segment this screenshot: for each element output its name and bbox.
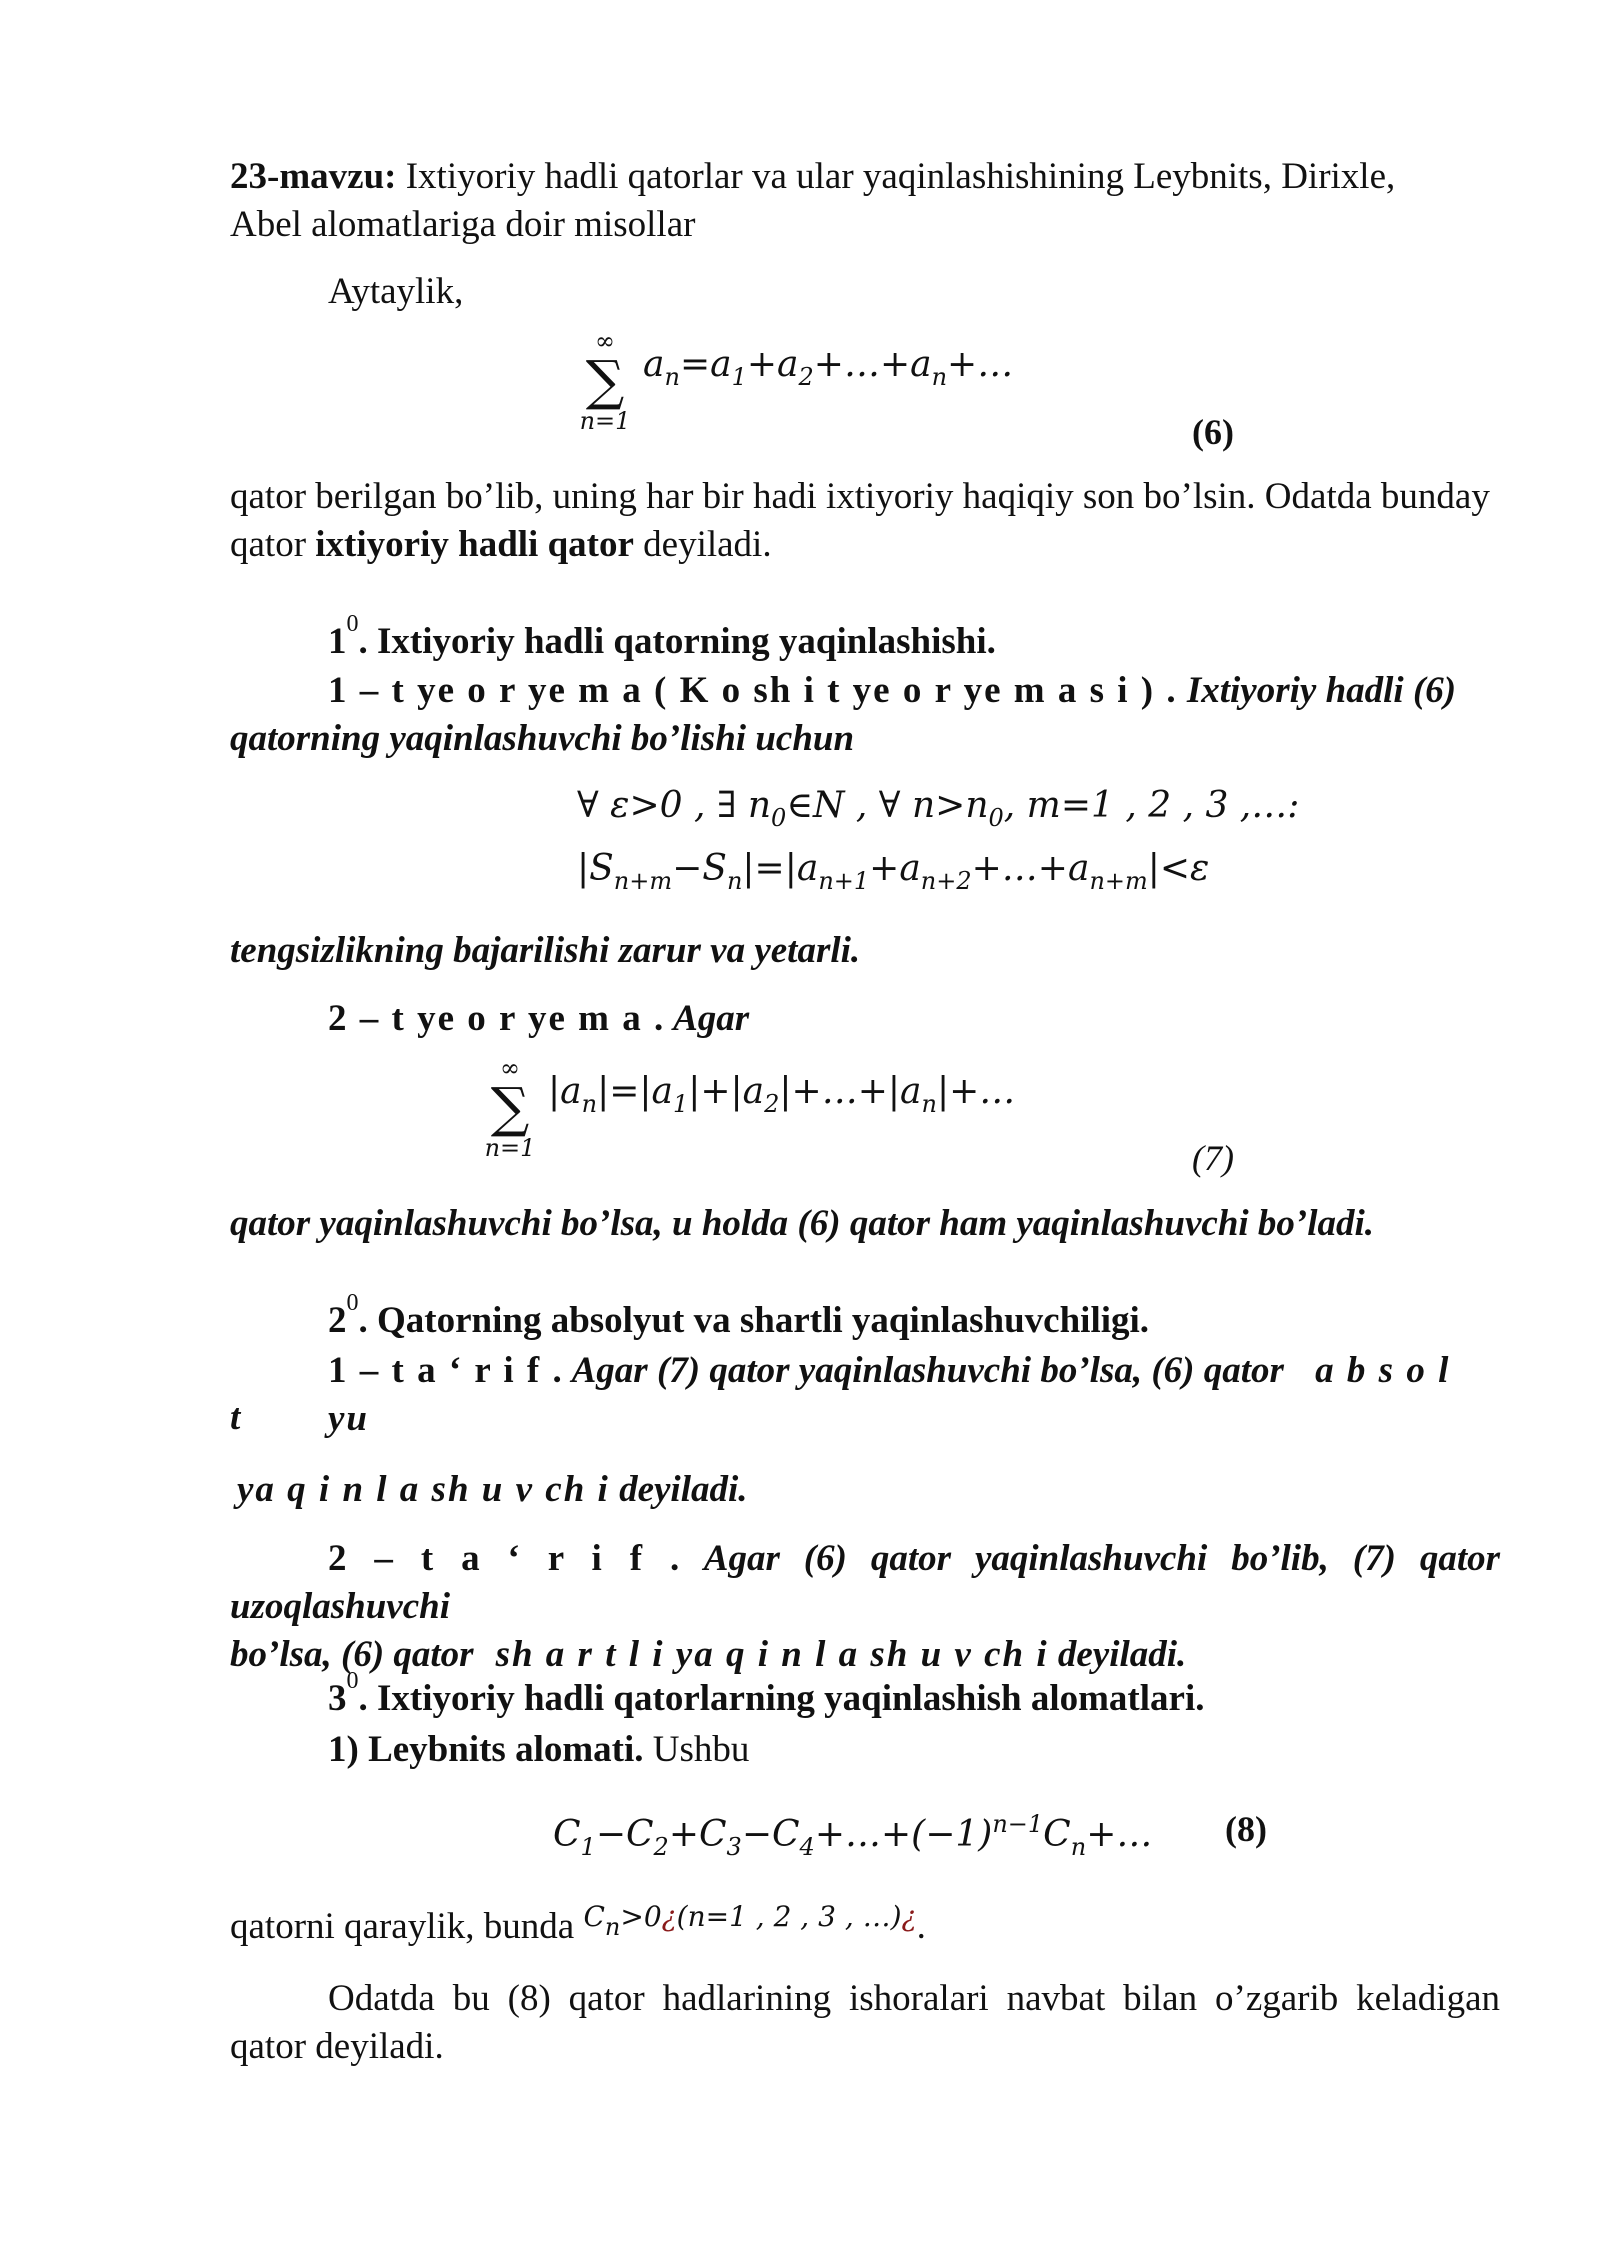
term-arbitrary-series: ixtiyoriy hadli qator	[315, 524, 634, 565]
equation-number-8: (8)	[1225, 1809, 1267, 1849]
cauchy-inequality: $|S_{n+m}-S_n|=|a_{n+1}+a_{n+2}+\dots+a_{n+m}|<\varepsilon$	[577, 848, 1210, 895]
topic-label: 23-mavzu:	[230, 156, 397, 197]
sum-lower-limit: n=1	[579, 407, 631, 435]
equation-number-6: (6)	[1192, 412, 1234, 452]
definition-1-overflow: t	[230, 1397, 241, 1438]
theorem-2: 2 – t ye o r ye m a . Agar	[328, 998, 750, 1039]
topic-heading	[230, 153, 1500, 249]
sigma-symbol: ∑	[490, 1076, 530, 1139]
definition-1-line3: ya q i n l a sh u v ch i deyiladi.	[237, 1469, 748, 1510]
theorem-1-conclusion: tengsizlikning bajarilishi zarur va yetarli.	[230, 930, 861, 971]
sigma-symbol: ∑	[585, 349, 625, 412]
topic-text: Ixtiyoriy hadli qatorlar va ular yaqinlashishining Leybnits, Dirixle,	[405, 156, 1396, 197]
sum-lower-limit: n=1	[484, 1134, 536, 1162]
cauchy-quantifiers: ∀ ε>0 , ∃ $n_0\in N$ , ∀ $n>n_0$, m=1 , 2 , 3 ,…:	[577, 785, 1300, 832]
paragraph-condition: qatorni qaraylik, bunda $^{Cn>0¿(n=1 , 2 , 3 , \dots)¿}$.	[230, 1900, 926, 1947]
section-2-heading: $2^0$. Qatorning absolyut va shartli yaqinlashuvchiligi.	[328, 1290, 1150, 1341]
theorem-1: 1 – t ye o r ye m a ( K o sh i t ye o r ye m a s i ) . Ixtiyoriy hadli (6) qatorning yaqinlashuvchi bo’lishi uchun	[230, 670, 1457, 759]
sum-upper-limit: ∞	[500, 1054, 520, 1082]
series-7-formula	[480, 1055, 1015, 1161]
intro-text: Aytaylik,	[328, 271, 464, 312]
leibniz-test: 1) Leybnits alomati. Ushbu	[328, 1729, 750, 1770]
definition-2: 2 – t a ‘ r i f . Agar (6) qator yaqinlashuvchi bo’lib, (7) qator uzoqlashuvchi bo’lsa, (6) qator sh a r t l i ya q i n l a sh u v ch i deyiladi.	[230, 1538, 1501, 1675]
section-3-heading: $3^0$. Ixtiyoriy hadli qatorlarning yaqinlashish alomatlari.	[328, 1668, 1205, 1719]
theorem-1-line2: qatorning yaqinlashuvchi bo’lishi uchun	[230, 718, 855, 759]
theorem-2-label: 2 – t ye o r ye m a .	[328, 998, 666, 1039]
equation-number-7: (7)	[1192, 1138, 1234, 1178]
paragraph-definition: qator berilgan bo’lib, uning har bir hadi ixtiyoriy haqiqiy son bo’lsin. Odatda bunday qator ixtiyoriy hadli qator deyiladi.	[230, 476, 1490, 565]
theorem-1-label: 1 – t ye o r ye m a ( K o sh i t ye o r ye m a s i ) .	[328, 670, 1178, 711]
definition-2-label: 2 – t a ‘ r i f .	[328, 1538, 682, 1579]
series-6-terms: $a_n=a_1+a_2+\dots+a_n+\dots$	[643, 344, 1014, 391]
section-1-heading: $1^0$. Ixtiyoriy hadli qatorning yaqinlashishi.	[328, 611, 996, 662]
series-6-formula	[575, 328, 1013, 434]
definition-1-label: 1 – t a ‘ r i f .	[328, 1350, 564, 1391]
theorem-2-conclusion: qator yaqinlashuvchi bo’lsa, u holda (6) qator ham yaqinlashuvchi bo’ladi.	[230, 1203, 1375, 1244]
topic-text-line2: Abel alomatlariga doir misollar	[230, 204, 696, 245]
paragraph-alternating: Odatda bu (8) qator hadlarining ishoralari navbat bilan o’zgarib keladigan qator deyiladi.	[230, 1978, 1500, 2067]
sum-operator	[575, 328, 635, 434]
leibniz-label: 1) Leybnits alomati.	[328, 1729, 644, 1770]
definition-1: 1 – t a ‘ r i f . Agar (7) qator yaqinlashuvchi bo’lsa, (6) qator a b s o l yu	[328, 1350, 1451, 1439]
sum-upper-limit: ∞	[595, 327, 615, 355]
series-8-formula: $C_1-C_2+C_3-C_4+\dots+(-1)^{n-1}C_n+\dots$	[553, 1810, 1153, 1861]
series-7-terms: $|a_n|=|a_1|+|a_2|+\dots+|a_n|+\dots$	[548, 1071, 1016, 1118]
sum-operator	[480, 1055, 540, 1161]
